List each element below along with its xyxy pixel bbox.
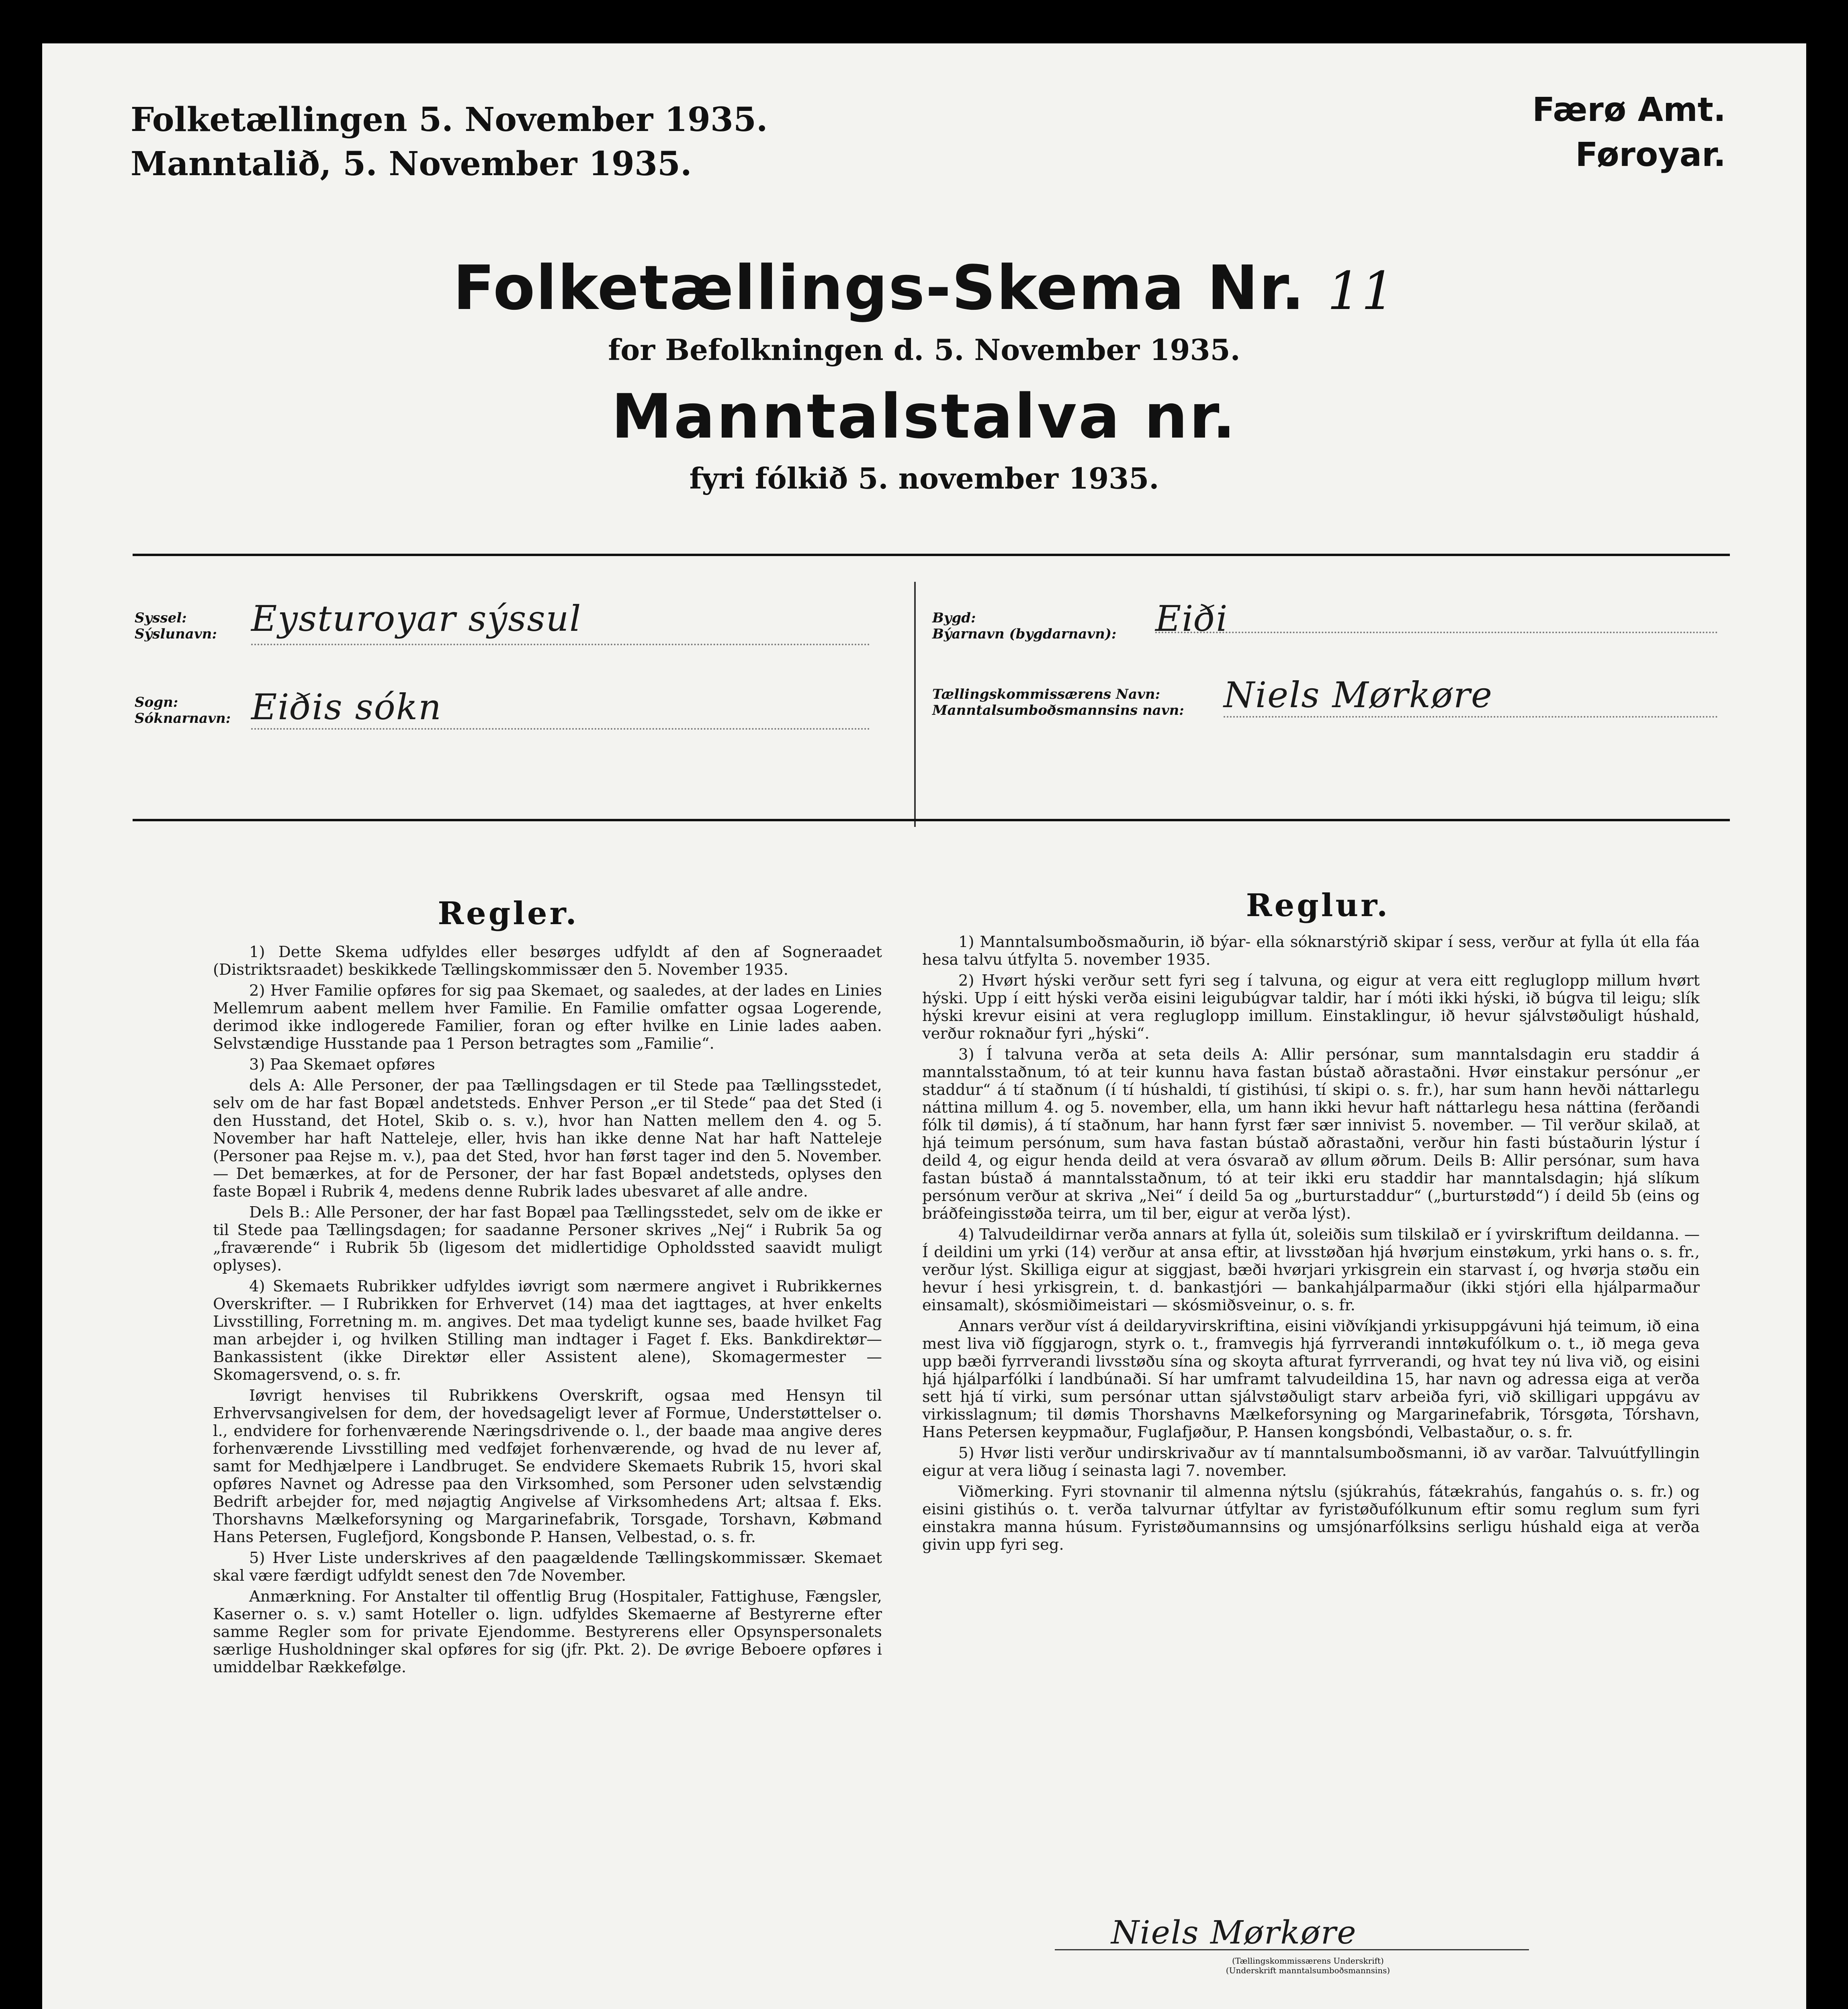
sogn-label: Sogn: Sóknarnavn:	[135, 694, 231, 726]
form-title-faroese: Manntalstalva nr.	[611, 381, 1237, 452]
regler-item-5: 5) Hver Liste underskrives af den paagældende Tællingskommissær. Skemaet skal være færdigt udfyldt senest den 7de November.	[213, 1549, 882, 1585]
regler-item-4b: Iøvrigt henvises til Rubrikkens Overskrift, ogsaa med Hensyn til Erhvervsangivelsen for dem, der hovedsageligt lever af Formue, Understøttelser o. l., endvidere for forhenværende Næringsdrivende o. l., der baade maa angive deres forhenværende Livsstilling med vedføjet forhenværende, og hvad de nu lever af, samt for Medhjælpere i Landbruget. Se endvidere Skemaets Rubrik 15, hvori skal opføres Navnet og Adresse paa den Virksomhed, som Personer uden selvstændig Bedrift arbejder for, med nøjagtig Angivelse af Virksomhedens Art; altsaa f. Eks. Thorshavns Mælkeforsyning og Margarinefabrik, Torsgade, Torshavn, Købmand Hans Petersen, Fuglefjord, Kongsbonde P. Hansen, Velbestad, o. s. fr.	[213, 1387, 882, 1546]
form-subtitle-danish: for Befolkningen d. 5. November 1935.	[608, 333, 1240, 367]
bygd-label: Bygd: Býarnavn (bygdarnavn):	[932, 610, 1117, 642]
regler-column	[213, 943, 882, 1680]
regler-item-3: 3) Paa Skemaet opføres	[249, 1056, 435, 1074]
regler-item-4: 4) Skemaets Rubrikker udfyldes iøvrigt som nærmere angivet i Rubrikkernes Overskrifter. — I Rubrikken for Erhvervet (14) maa det iagttages, at hver enkelts Livsstilling, Forretning m. m. angives. Det maa tydeligt kunne ses, baade hvilket Fag man arbejder i, og hvilken Stilling man indtager i Faget f. Eks. Bankdirektør—Bankassistent (ikke Direktør eller Assistent alene), Skomagermester — Skomagersvend, o. s. fr.	[213, 1277, 882, 1384]
reglur-item-5: 5) Hvør listi verður undirskrivaður av tí manntalsumboðsmanni, ið av varðar. Talvuútfyllingin eigur at vera liðug í seinasta lagi 7. november.	[922, 1444, 1700, 1480]
kommissaer-dotted-line	[1224, 714, 1718, 718]
syssel-value[interactable]: Eysturoyar sýssul	[251, 598, 582, 639]
syssel-label: Syssel: Sýslunavn:	[135, 610, 217, 642]
header-manntal-line: Manntalið, 5. November 1935.	[131, 145, 692, 183]
signature-caption: (Tællingskommissærens Underskrift) (Underskrift manntalsumboðsmannsins)	[1226, 1956, 1390, 1975]
regler-item-2: 2) Hver Familie opføres for sig paa Skemaet, og saaledes, at der lades en Linies Mellemrum aabent mellem hver Familie. En Familie omfatter ogsaa Logerende, derimod ikke indlogerede Familier, foran og efter hvilke en Linie lades aaben. Selvstændige Husstande paa 1 Person betragtes som „Familie“.	[213, 982, 882, 1053]
signature-handwritten[interactable]: Niels Mørkøre	[1111, 1914, 1357, 1951]
regler-title: Regler.	[438, 895, 579, 932]
regler-item-3a: dels A: Alle Personer, der paa Tællingsdagen er til Stede paa Tællingsstedet, selv om de har fast Bopæl andetsteds. Enhver Person „er til Stede“ paa det Sted (i den Husstand, det Hotel, Skib o. s. v.), hvor han Natten mellem den 4. og 5. November har haft Natteleje, eller, hvis han ikke denne Nat har haft Natteleje (Personer paa Rejse m. v.), paa det Sted, hvor han først tager ind den 5. November. — Det bemærkes, at for de Personer, der har fast Bopæl andetsteds, oplyses den faste Bopæl i Rubrik 4, medens denne Rubrik lades ubesvaret af alle andre.	[213, 1076, 882, 1201]
form-title-danish	[42, 252, 1806, 323]
reglur-note: Viðmerking. Fyri stovnanir til almenna nýtslu (sjúkrahús, fátækrahús, fangahús o. s. fr.) og eisini gistihús o. t. verða talvurnar útfyltar av fyristøðufólkunum eftir somu reglum sum fyri einstakra manna húsum. Fyristøðumannsins og umsjónarfólksins serligu húshald eiga at verða givin upp fyri seg.	[922, 1483, 1700, 1554]
field-divider	[914, 582, 916, 827]
reglur-item-4b: Annars verður víst á deildaryvirskriftina, eisini viðvíkjandi yrkisuppgávuni hjá teimum, ið eina mest liva við fíggjarogn, styrk o. t., framvegis hjá fyrrverandi inntøkufólkum o. t., ið mega geva upp bæði fyrrverandi livsstøðu sína og skoyta afturat fyrrverandi, og hvat tey nú liva við, og eisini hjá hjálparfólki í landbúnaði. Sí har umframt talvudeildina 15, har navn og adressa eiga at verða sett hjá tí virki, sum persónar uttan sjálvstøðuligt starv arbeiða fyri, við skilligari uppgávu av virkisslagnum; til dømis Thorshavns Mælkeforsyning og Margarinefabrik, Tórsgøta, Tórshavn, Hans Petersen keypmaður, Fuglafjøður, P. Hansen kongsbóndi, Velbastaður, o. s. fr.	[922, 1317, 1700, 1441]
syssel-dotted-line	[251, 642, 870, 645]
lower-rule	[133, 819, 1730, 821]
census-form-page	[42, 43, 1806, 2009]
form-number-handwritten: 11	[1327, 260, 1396, 321]
reglur-column	[922, 933, 1700, 1557]
header-foroyar: Føroyar.	[1575, 136, 1726, 174]
regler-item-3b: Dels B.: Alle Personer, der har fast Bopæl paa Tællingsstedet, selv om de ikke er til Stede paa Tællingsdagen; for saadanne Personer skrives „Nej“ i Rubrik 5a og „fraværende“ i Rubrik 5b (ligesom det midlertidige Opholdssted saavidt muligt oplyses).	[213, 1203, 882, 1275]
signature-line	[1055, 1948, 1529, 1950]
form-title-main: Folketællings-Skema Nr.	[453, 252, 1306, 323]
reglur-item-2: 2) Hvørt hýski verður sett fyri seg í talvuna, og eigur at vera eitt regluglopp millum hvørt hýski. Upp í eitt hýski verða eisini leigubúgvar taldir, har í móti ikki hýski, ið búgva til leigu; slík hýski krevur eisini at vera regluglopp imillum. Einstaklingur, ið hevur sjálvstøðuligt húshald, verður roknaður fyri „hýski“.	[922, 972, 1700, 1043]
kommissaer-value[interactable]: Niels Mørkøre	[1224, 674, 1493, 716]
kommissaer-label: Tællingskommissærens Navn: Manntalsumboðsmannsins navn:	[932, 686, 1184, 718]
reglur-item-1: 1) Manntalsumboðsmaðurin, ið býar- ella sóknarstýrið skipar í sess, verður at fylla út ella fáa hesa talvu útfylta 5. november 1935.	[922, 933, 1700, 969]
regler-item-1: 1) Dette Skema udfyldes eller besørges udfyldt af den af Sogneraadet (Distriktsraadet) beskikkede Tællingskommissær den 5. November 1935.	[213, 943, 882, 979]
reglur-title: Reglur.	[1246, 887, 1390, 924]
reglur-item-3: 3) Í talvuna verða at seta deils A: Allir persónar, sum manntalsdagin eru staddir á manntalsstaðnum, tó at teir kunnu hava fastan bústað aðrastaðni. Hvør einstakur persónur „er staddur“ á tí staðnum (í tí húshaldi, tí gistihúsi, tí skipi o. s. fr.), har sum hann hevði náttarlegu náttina millum 4. og 5. november, ella, um hann ikki hevur haft náttarlegu hesa náttina (ferðandi fólk til dømis), á tí staðnum, har hann fyrst fær sær innivist 5. november. — Til verður skilað, at hjá teimum persónum, sum hava fastan bústað aðrastaðni, verður hin fasti bústaðurin lýstur í deild 4, og eigur henda deild at vera ósvarað av øllum øðrum. Deils B: Allir persónar, sum hava fastan bústað á manntalsstaðnum, tó at teir ikki eru staddir har manntalsdagin; hjá slíkum persónum verður at skriva „Nei“ í deild 5a og „burturstaddur“ („burturstødd“) í deild 5b (eins og bráðfeingisstøða teirra, um til ber, eigur at verða lýst).	[922, 1045, 1700, 1223]
reglur-item-4: 4) Talvudeildirnar verða annars at fylla út, soleiðis sum tilskilað er í yvirskriftum deildanna. — Í deildini um yrki (14) verður at ansa eftir, at livsstøðan hjá hvørjum einstøkum, yrki hans o. s. fr., verður lýst. Skilliga eigur at siggjast, bæði hvørjari yrkisgrein ein starvast í, og hvørja støðu ein hevur í hesi yrkisgrein, t. d. bankastjóri — bankahjálparmaður (ikki stjóri ella hjálparmaður einsamalt), skósmiðimeistari — skósmiðsveinur, o. s. fr.	[922, 1225, 1700, 1314]
header-census-line: Folketællingen 5. November 1935.	[131, 100, 768, 139]
sogn-value[interactable]: Eiðis sókn	[251, 686, 442, 728]
bygd-value[interactable]: Eiði	[1155, 598, 1228, 639]
form-subtitle-faroese: fyri fólkið 5. november 1935.	[689, 461, 1159, 495]
regler-note: Anmærkning. For Anstalter til offentlig Brug (Hospitaler, Fattighuse, Fængsler, Kaserner o. s. v.) samt Hoteller o. lign. udfyldes Skemaerne af Bestyrerne efter samme Regler som for private Ejendomme. Bestyrerens eller Opsynspersonalets særlige Husholdninger skal opføres for sig (jfr. Pkt. 2). De øvrige Beboere opføres i umiddelbar Rækkefølge.	[213, 1588, 882, 1676]
bygd-dotted-line	[1155, 630, 1718, 633]
sogn-dotted-line	[251, 726, 870, 730]
header-right	[1532, 88, 1726, 178]
header-left	[131, 98, 768, 186]
header-amt: Færø Amt.	[1532, 91, 1726, 129]
upper-rule	[133, 554, 1730, 556]
